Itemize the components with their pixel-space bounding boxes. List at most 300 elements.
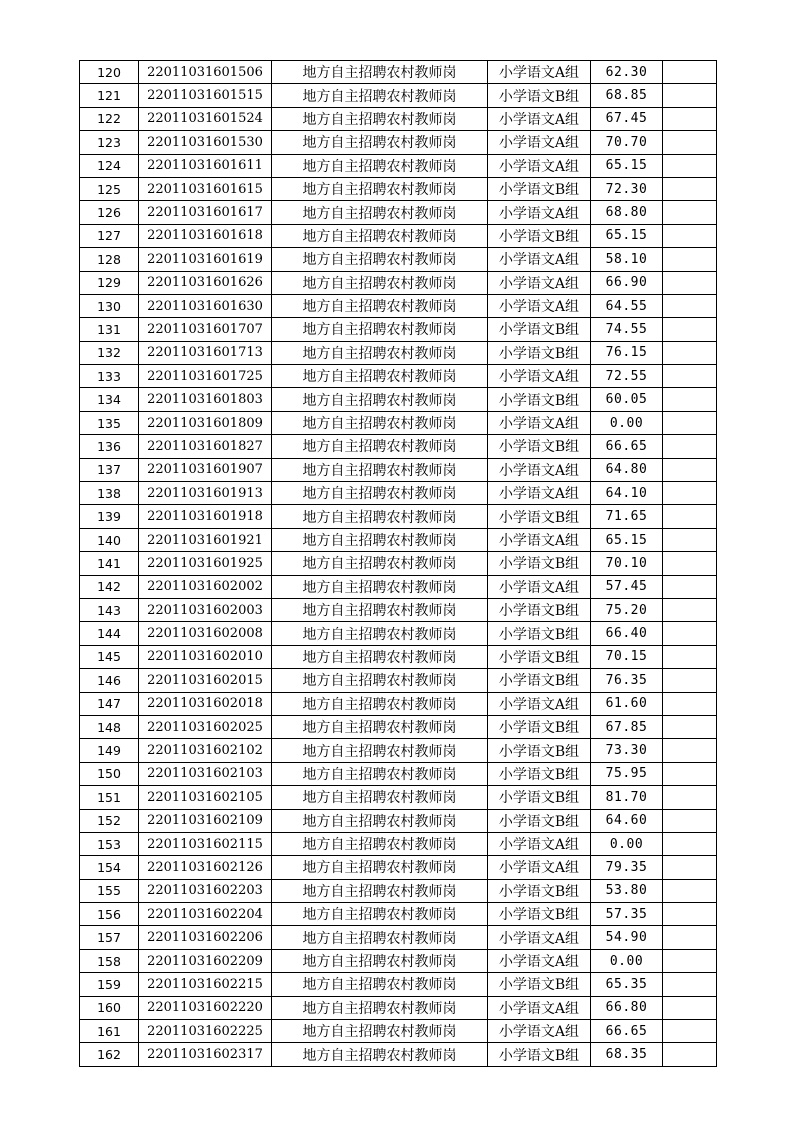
remark-cell: [663, 669, 717, 692]
exam-group-cell: 小学语文B组: [488, 84, 591, 107]
candidate-id-cell: 22011031602115: [139, 832, 272, 855]
position-name-cell: 地方自主招聘农村教师岗: [272, 622, 488, 645]
remark-cell: [663, 575, 717, 598]
row-number-cell: 161: [80, 1020, 139, 1043]
table-row: [80, 341, 717, 364]
candidate-id-cell: 22011031601615: [139, 177, 272, 200]
candidate-id-cell: 22011031601827: [139, 435, 272, 458]
score-cell: 61.60: [591, 692, 663, 715]
score-cell: 74.55: [591, 318, 663, 341]
position-name-cell: 地方自主招聘农村教师岗: [272, 248, 488, 271]
candidate-id-cell: 22011031602204: [139, 903, 272, 926]
exam-group-cell: 小学语文A组: [488, 458, 591, 481]
remark-cell: [663, 786, 717, 809]
position-name-cell: 地方自主招聘农村教师岗: [272, 762, 488, 785]
remark-cell: [663, 598, 717, 621]
candidate-id-cell: 22011031602206: [139, 926, 272, 949]
table-row: [80, 154, 717, 177]
row-number-cell: 132: [80, 341, 139, 364]
table-row: [80, 645, 717, 668]
position-name-cell: 地方自主招聘农村教师岗: [272, 61, 488, 84]
table-row: [80, 177, 717, 200]
row-number-cell: 138: [80, 482, 139, 505]
candidate-id-cell: 22011031601725: [139, 365, 272, 388]
score-cell: 76.15: [591, 341, 663, 364]
row-number-cell: 130: [80, 294, 139, 317]
row-number-cell: 157: [80, 926, 139, 949]
table-row: [80, 107, 717, 130]
score-cell: 76.35: [591, 669, 663, 692]
remark-cell: [663, 411, 717, 434]
candidate-id-cell: 22011031602025: [139, 715, 272, 738]
table-row: [80, 856, 717, 879]
exam-group-cell: 小学语文B组: [488, 622, 591, 645]
remark-cell: [663, 1020, 717, 1043]
row-number-cell: 134: [80, 388, 139, 411]
position-name-cell: 地方自主招聘农村教师岗: [272, 294, 488, 317]
position-name-cell: 地方自主招聘农村教师岗: [272, 528, 488, 551]
remark-cell: [663, 435, 717, 458]
remark-cell: [663, 762, 717, 785]
row-number-cell: 126: [80, 201, 139, 224]
row-number-cell: 158: [80, 949, 139, 972]
exam-group-cell: 小学语文B组: [488, 552, 591, 575]
position-name-cell: 地方自主招聘农村教师岗: [272, 201, 488, 224]
exam-group-cell: 小学语文A组: [488, 949, 591, 972]
score-cell: 58.10: [591, 248, 663, 271]
position-name-cell: 地方自主招聘农村教师岗: [272, 224, 488, 247]
remark-cell: [663, 1043, 717, 1066]
score-cell: 64.55: [591, 294, 663, 317]
position-name-cell: 地方自主招聘农村教师岗: [272, 786, 488, 809]
table-row: [80, 575, 717, 598]
score-cell: 64.60: [591, 809, 663, 832]
score-cell: 0.00: [591, 411, 663, 434]
score-cell: 66.65: [591, 435, 663, 458]
position-name-cell: 地方自主招聘农村教师岗: [272, 552, 488, 575]
position-name-cell: 地方自主招聘农村教师岗: [272, 809, 488, 832]
row-number-cell: 122: [80, 107, 139, 130]
exam-group-cell: 小学语文B组: [488, 224, 591, 247]
table-row: [80, 505, 717, 528]
exam-group-cell: 小学语文A组: [488, 154, 591, 177]
score-cell: 64.10: [591, 482, 663, 505]
exam-group-cell: 小学语文B组: [488, 505, 591, 528]
table-row: [80, 482, 717, 505]
row-number-cell: 153: [80, 832, 139, 855]
table-row: [80, 762, 717, 785]
exam-group-cell: 小学语文A组: [488, 248, 591, 271]
position-name-cell: 地方自主招聘农村教师岗: [272, 505, 488, 528]
candidate-id-cell: 22011031601530: [139, 131, 272, 154]
remark-cell: [663, 248, 717, 271]
exam-group-cell: 小学语文A组: [488, 131, 591, 154]
table-row: [80, 692, 717, 715]
candidate-id-cell: 22011031601515: [139, 84, 272, 107]
candidate-id-cell: 22011031602002: [139, 575, 272, 598]
position-name-cell: 地方自主招聘农村教师岗: [272, 1043, 488, 1066]
candidate-id-cell: 22011031601803: [139, 388, 272, 411]
candidate-id-cell: 22011031602225: [139, 1020, 272, 1043]
row-number-cell: 151: [80, 786, 139, 809]
remark-cell: [663, 552, 717, 575]
table-row: [80, 224, 717, 247]
row-number-cell: 131: [80, 318, 139, 341]
position-name-cell: 地方自主招聘农村教师岗: [272, 1020, 488, 1043]
row-number-cell: 137: [80, 458, 139, 481]
remark-cell: [663, 365, 717, 388]
position-name-cell: 地方自主招聘农村教师岗: [272, 832, 488, 855]
position-name-cell: 地方自主招聘农村教师岗: [272, 949, 488, 972]
candidate-id-cell: 22011031602018: [139, 692, 272, 715]
position-name-cell: 地方自主招聘农村教师岗: [272, 388, 488, 411]
row-number-cell: 127: [80, 224, 139, 247]
candidate-id-cell: 22011031601524: [139, 107, 272, 130]
exam-group-cell: 小学语文A组: [488, 856, 591, 879]
candidate-id-cell: 22011031602105: [139, 786, 272, 809]
candidate-id-cell: 22011031602008: [139, 622, 272, 645]
score-cell: 71.65: [591, 505, 663, 528]
score-cell: 72.55: [591, 365, 663, 388]
score-cell: 65.15: [591, 154, 663, 177]
score-cell: 68.35: [591, 1043, 663, 1066]
candidate-id-cell: 22011031601619: [139, 248, 272, 271]
table-row: [80, 1020, 717, 1043]
table-row: [80, 598, 717, 621]
position-name-cell: 地方自主招聘农村教师岗: [272, 154, 488, 177]
table-row: [80, 832, 717, 855]
row-number-cell: 139: [80, 505, 139, 528]
score-cell: 65.35: [591, 973, 663, 996]
row-number-cell: 148: [80, 715, 139, 738]
table-row: [80, 715, 717, 738]
candidate-id-cell: 22011031602003: [139, 598, 272, 621]
score-cell: 70.10: [591, 552, 663, 575]
exam-group-cell: 小学语文B组: [488, 341, 591, 364]
remark-cell: [663, 318, 717, 341]
candidate-id-cell: 22011031602317: [139, 1043, 272, 1066]
candidate-id-cell: 22011031601907: [139, 458, 272, 481]
remark-cell: [663, 528, 717, 551]
candidate-id-cell: 22011031601611: [139, 154, 272, 177]
row-number-cell: 147: [80, 692, 139, 715]
row-number-cell: 149: [80, 739, 139, 762]
position-name-cell: 地方自主招聘农村教师岗: [272, 458, 488, 481]
table-row: [80, 388, 717, 411]
score-cell: 54.90: [591, 926, 663, 949]
exam-group-cell: 小学语文A组: [488, 61, 591, 84]
row-number-cell: 141: [80, 552, 139, 575]
candidate-id-cell: 22011031602103: [139, 762, 272, 785]
score-cell: 66.90: [591, 271, 663, 294]
score-cell: 67.85: [591, 715, 663, 738]
score-cell: 60.05: [591, 388, 663, 411]
table-row: [80, 1043, 717, 1066]
exam-group-cell: 小学语文B组: [488, 715, 591, 738]
table-row: [80, 552, 717, 575]
candidate-id-cell: 22011031601617: [139, 201, 272, 224]
remark-cell: [663, 856, 717, 879]
position-name-cell: 地方自主招聘农村教师岗: [272, 84, 488, 107]
row-number-cell: 133: [80, 365, 139, 388]
exam-group-cell: 小学语文B组: [488, 645, 591, 668]
candidate-id-cell: 22011031601913: [139, 482, 272, 505]
score-cell: 68.85: [591, 84, 663, 107]
score-cell: 57.45: [591, 575, 663, 598]
exam-group-cell: 小学语文A组: [488, 107, 591, 130]
row-number-cell: 136: [80, 435, 139, 458]
exam-group-cell: 小学语文A组: [488, 692, 591, 715]
table-row: [80, 809, 717, 832]
candidate-id-cell: 22011031602220: [139, 996, 272, 1019]
table-row: [80, 435, 717, 458]
row-number-cell: 121: [80, 84, 139, 107]
score-cell: 66.80: [591, 996, 663, 1019]
row-number-cell: 162: [80, 1043, 139, 1066]
exam-group-cell: 小学语文B组: [488, 669, 591, 692]
score-cell: 64.80: [591, 458, 663, 481]
position-name-cell: 地方自主招聘农村教师岗: [272, 107, 488, 130]
row-number-cell: 142: [80, 575, 139, 598]
remark-cell: [663, 224, 717, 247]
exam-group-cell: 小学语文B组: [488, 739, 591, 762]
position-name-cell: 地方自主招聘农村教师岗: [272, 739, 488, 762]
exam-group-cell: 小学语文A组: [488, 294, 591, 317]
table-row: [80, 201, 717, 224]
remark-cell: [663, 996, 717, 1019]
remark-cell: [663, 692, 717, 715]
row-number-cell: 155: [80, 879, 139, 902]
candidate-id-cell: 22011031601925: [139, 552, 272, 575]
remark-cell: [663, 832, 717, 855]
row-number-cell: 124: [80, 154, 139, 177]
score-cell: 65.15: [591, 528, 663, 551]
exam-group-cell: 小学语文B组: [488, 1043, 591, 1066]
row-number-cell: 145: [80, 645, 139, 668]
exam-group-cell: 小学语文A组: [488, 365, 591, 388]
remark-cell: [663, 84, 717, 107]
exam-group-cell: 小学语文B组: [488, 762, 591, 785]
position-name-cell: 地方自主招聘农村教师岗: [272, 669, 488, 692]
remark-cell: [663, 715, 717, 738]
table-row: [80, 996, 717, 1019]
position-name-cell: 地方自主招聘农村教师岗: [272, 482, 488, 505]
table-row: [80, 248, 717, 271]
position-name-cell: 地方自主招聘农村教师岗: [272, 318, 488, 341]
score-cell: 65.15: [591, 224, 663, 247]
position-name-cell: 地方自主招聘农村教师岗: [272, 903, 488, 926]
score-cell: 75.95: [591, 762, 663, 785]
remark-cell: [663, 903, 717, 926]
table-row: [80, 669, 717, 692]
row-number-cell: 143: [80, 598, 139, 621]
remark-cell: [663, 973, 717, 996]
remark-cell: [663, 61, 717, 84]
position-name-cell: 地方自主招聘农村教师岗: [272, 411, 488, 434]
remark-cell: [663, 739, 717, 762]
candidate-id-cell: 22011031601921: [139, 528, 272, 551]
row-number-cell: 144: [80, 622, 139, 645]
score-cell: 79.35: [591, 856, 663, 879]
exam-group-cell: 小学语文A组: [488, 411, 591, 434]
exam-group-cell: 小学语文B组: [488, 879, 591, 902]
candidate-id-cell: 22011031601809: [139, 411, 272, 434]
position-name-cell: 地方自主招聘农村教师岗: [272, 715, 488, 738]
score-cell: 57.35: [591, 903, 663, 926]
remark-cell: [663, 458, 717, 481]
exam-group-cell: 小学语文B组: [488, 786, 591, 809]
exam-group-cell: 小学语文A组: [488, 996, 591, 1019]
exam-group-cell: 小学语文A组: [488, 201, 591, 224]
remark-cell: [663, 505, 717, 528]
score-cell: 70.15: [591, 645, 663, 668]
exam-group-cell: 小学语文A组: [488, 575, 591, 598]
row-number-cell: 129: [80, 271, 139, 294]
score-cell: 68.80: [591, 201, 663, 224]
table-row: [80, 271, 717, 294]
table-row: [80, 528, 717, 551]
score-cell: 81.70: [591, 786, 663, 809]
position-name-cell: 地方自主招聘农村教师岗: [272, 598, 488, 621]
table-row: [80, 879, 717, 902]
score-cell: 0.00: [591, 832, 663, 855]
candidate-id-cell: 22011031601626: [139, 271, 272, 294]
exam-group-cell: 小学语文A组: [488, 271, 591, 294]
candidate-id-cell: 22011031602109: [139, 809, 272, 832]
position-name-cell: 地方自主招聘农村教师岗: [272, 271, 488, 294]
exam-group-cell: 小学语文B组: [488, 177, 591, 200]
remark-cell: [663, 388, 717, 411]
exam-group-cell: 小学语文B组: [488, 318, 591, 341]
candidate-id-cell: 22011031601630: [139, 294, 272, 317]
table-row: [80, 949, 717, 972]
score-cell: 70.70: [591, 131, 663, 154]
score-cell: 75.20: [591, 598, 663, 621]
position-name-cell: 地方自主招聘农村教师岗: [272, 692, 488, 715]
remark-cell: [663, 645, 717, 668]
table-row: [80, 458, 717, 481]
table-row: [80, 973, 717, 996]
table-row: [80, 61, 717, 84]
row-number-cell: 152: [80, 809, 139, 832]
table-row: [80, 84, 717, 107]
row-number-cell: 146: [80, 669, 139, 692]
position-name-cell: 地方自主招聘农村教师岗: [272, 926, 488, 949]
position-name-cell: 地方自主招聘农村教师岗: [272, 575, 488, 598]
position-name-cell: 地方自主招聘农村教师岗: [272, 973, 488, 996]
exam-group-cell: 小学语文A组: [488, 528, 591, 551]
candidate-id-cell: 22011031602102: [139, 739, 272, 762]
position-name-cell: 地方自主招聘农村教师岗: [272, 341, 488, 364]
exam-group-cell: 小学语文A组: [488, 832, 591, 855]
exam-group-cell: 小学语文B组: [488, 598, 591, 621]
score-cell: 72.30: [591, 177, 663, 200]
row-number-cell: 125: [80, 177, 139, 200]
table-row: [80, 411, 717, 434]
exam-group-cell: 小学语文B组: [488, 973, 591, 996]
score-cell: 66.40: [591, 622, 663, 645]
candidate-id-cell: 22011031601713: [139, 341, 272, 364]
table-row: [80, 131, 717, 154]
row-number-cell: 154: [80, 856, 139, 879]
candidate-id-cell: 22011031601506: [139, 61, 272, 84]
remark-cell: [663, 809, 717, 832]
position-name-cell: 地方自主招聘农村教师岗: [272, 177, 488, 200]
remark-cell: [663, 949, 717, 972]
row-number-cell: 150: [80, 762, 139, 785]
position-name-cell: 地方自主招聘农村教师岗: [272, 131, 488, 154]
candidate-id-cell: 22011031601707: [139, 318, 272, 341]
candidate-id-cell: 22011031602126: [139, 856, 272, 879]
candidate-id-cell: 22011031602203: [139, 879, 272, 902]
score-table-body: [80, 61, 717, 1067]
remark-cell: [663, 201, 717, 224]
table-row: [80, 739, 717, 762]
table-row: [80, 786, 717, 809]
candidate-id-cell: 22011031601918: [139, 505, 272, 528]
candidate-id-cell: 22011031602010: [139, 645, 272, 668]
candidate-id-cell: 22011031602215: [139, 973, 272, 996]
remark-cell: [663, 294, 717, 317]
position-name-cell: 地方自主招聘农村教师岗: [272, 879, 488, 902]
remark-cell: [663, 107, 717, 130]
exam-group-cell: 小学语文B组: [488, 388, 591, 411]
remark-cell: [663, 154, 717, 177]
exam-group-cell: 小学语文A组: [488, 482, 591, 505]
score-table: [79, 60, 717, 1067]
exam-group-cell: 小学语文B组: [488, 435, 591, 458]
remark-cell: [663, 926, 717, 949]
row-number-cell: 120: [80, 61, 139, 84]
position-name-cell: 地方自主招聘农村教师岗: [272, 365, 488, 388]
remark-cell: [663, 341, 717, 364]
row-number-cell: 128: [80, 248, 139, 271]
row-number-cell: 135: [80, 411, 139, 434]
exam-group-cell: 小学语文B组: [488, 809, 591, 832]
position-name-cell: 地方自主招聘农村教师岗: [272, 856, 488, 879]
remark-cell: [663, 177, 717, 200]
score-cell: 53.80: [591, 879, 663, 902]
candidate-id-cell: 22011031602209: [139, 949, 272, 972]
score-cell: 67.45: [591, 107, 663, 130]
candidate-id-cell: 22011031601618: [139, 224, 272, 247]
score-cell: 66.65: [591, 1020, 663, 1043]
table-row: [80, 318, 717, 341]
exam-group-cell: 小学语文A组: [488, 926, 591, 949]
score-cell: 62.30: [591, 61, 663, 84]
row-number-cell: 156: [80, 903, 139, 926]
remark-cell: [663, 622, 717, 645]
row-number-cell: 123: [80, 131, 139, 154]
row-number-cell: 160: [80, 996, 139, 1019]
score-cell: 73.30: [591, 739, 663, 762]
table-row: [80, 365, 717, 388]
row-number-cell: 159: [80, 973, 139, 996]
row-number-cell: 140: [80, 528, 139, 551]
table-row: [80, 294, 717, 317]
position-name-cell: 地方自主招聘农村教师岗: [272, 645, 488, 668]
position-name-cell: 地方自主招聘农村教师岗: [272, 996, 488, 1019]
position-name-cell: 地方自主招聘农村教师岗: [272, 435, 488, 458]
remark-cell: [663, 482, 717, 505]
exam-group-cell: 小学语文B组: [488, 903, 591, 926]
remark-cell: [663, 879, 717, 902]
score-cell: 0.00: [591, 949, 663, 972]
remark-cell: [663, 131, 717, 154]
exam-group-cell: 小学语文A组: [488, 1020, 591, 1043]
remark-cell: [663, 271, 717, 294]
candidate-id-cell: 22011031602015: [139, 669, 272, 692]
